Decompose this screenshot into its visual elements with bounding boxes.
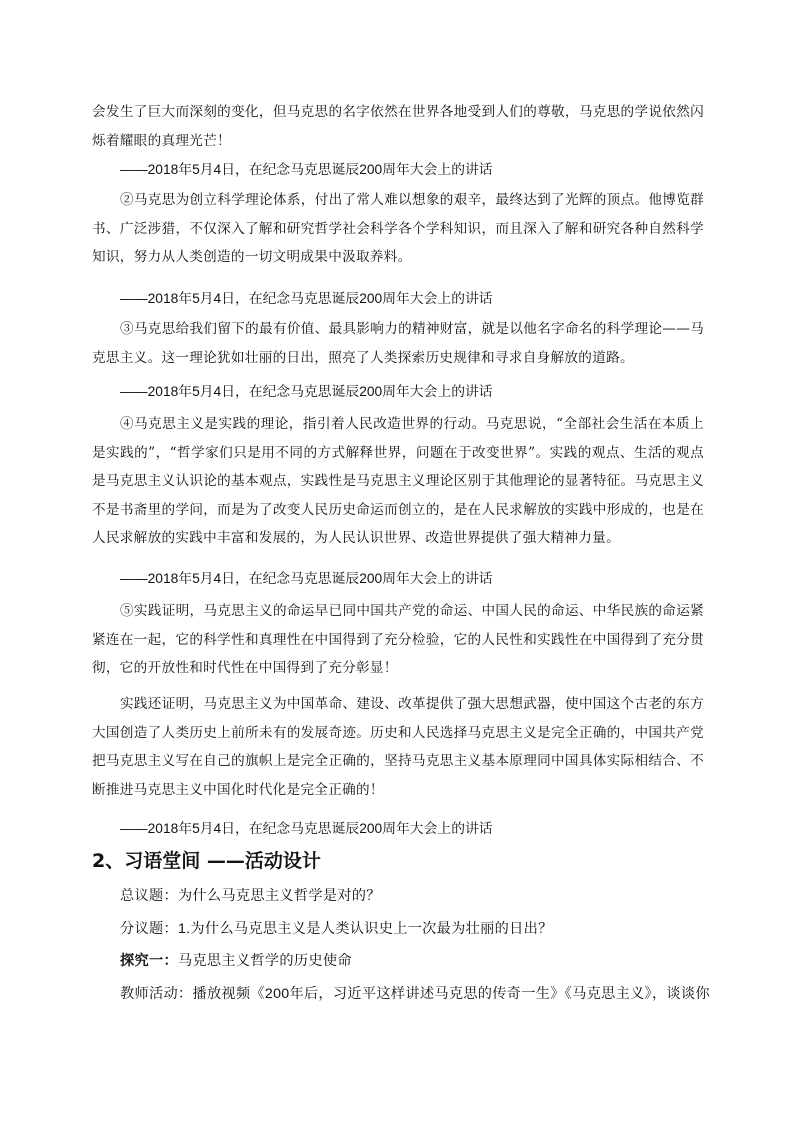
quote-4-block	[92, 410, 704, 553]
citation-block-2	[92, 285, 704, 314]
sub-topic: 分议题：1.为什么马克思主义是人类认识史上一次最为壮丽的日出？	[120, 920, 553, 937]
paragraph-quote-6: 实践还证明，马克思主义为中国革命、建设、改革提供了强大思想武器，使中国这个古老的东方大国创造了人类历史上前所未有的发展奇迹。历史和人民选择马克思主义是完全正确的，中国共产党把马克思主义写在自己的旗帜上是完全正确的，坚持马克思主义基本原理同中国具体实际相结合、不断推进马克思主义中国化时代化是完全正确的！	[92, 696, 704, 798]
paragraph-quote-2: ②马克思为创立科学理论体系，付出了常人难以想象的艰辛，最终达到了光辉的顶点。他博览群书、广泛涉猎，不仅深入了解和研究哲学社会科学各个学科知识，而且深入了解和研究各种自然科学知识，努力从人类创造的一切文明成果中汲取养料。	[92, 192, 704, 265]
teacher-label: 教师活动：	[120, 985, 193, 1002]
quote-continuation	[92, 98, 704, 155]
quote-2-block	[92, 186, 704, 272]
paragraph-quote-5: ⑤实践证明，马克思主义的命运早已同中国共产党的命运、中国人民的命运、中华民族的命运紧紧连在一起，它的科学性和真理性在中国得到了充分检验，它的人民性和实践性在中国得到了充分贯彻，它的开放性和时代性在中国得到了充分彰显！	[92, 603, 704, 676]
citation-block-3	[92, 378, 704, 407]
activity-design	[92, 882, 710, 1008]
main-topic: 总议题：为什么马克思主义哲学是对的？	[120, 888, 381, 904]
quote-3-block	[92, 315, 704, 372]
citation-block-4	[92, 565, 704, 594]
citation-3: ——2018年5月4日，在纪念马克思诞辰200周年大会上的讲话	[120, 384, 493, 399]
paragraph-quote-3: ③马克思给我们留下的最有价值、最具影响力的精神财富，就是以他名字命名的科学理论——马克思主义。这一理论犹如壮丽的日出，照亮了人类探索历史规律和寻求自身解放的道路。	[92, 321, 704, 366]
citation-2: ——2018年5月4日，在纪念马克思诞辰200周年大会上的讲话	[120, 291, 493, 306]
explore-one	[92, 947, 704, 976]
explore-label: 探究一：	[120, 953, 178, 969]
citation-block-1	[92, 156, 704, 185]
quote-5-block	[92, 597, 704, 683]
citation-block-5	[92, 815, 704, 844]
explore-text: 马克思主义哲学的历史使命	[177, 953, 352, 969]
paragraph-continuation: 会发生了巨大而深刻的变化，但马克思的名字依然在世界各地受到人们的尊敬，马克思的学说依然闪烁着耀眼的真理光芒！	[92, 104, 704, 149]
teacher-text: 播放视频《200年后，习近平这样讲述马克思的传奇一生》《马克思主义》，谈谈你	[192, 985, 710, 1002]
citation-4: ——2018年5月4日，在纪念马克思诞辰200周年大会上的讲话	[120, 571, 493, 586]
quote-6-block	[92, 690, 704, 804]
paragraph-quote-4: ④马克思主义是实践的理论，指引着人民改造世界的行动。马克思说，“全部社会生活在本质上是实践的”，“哲学家们只是用不同的方式解释世界，问题在于改变世界”。实践的观点、生活的观点是马克思主义认识论的基本观点，实践性是马克思主义理论区别于其他理论的显著特征。马克思主义不是书斋里的学问，而是为了改变人民历史命运而创立的，是在人民求解放的实践中形成的，也是在人民求解放的实践中丰富和发展的，为人民认识世界、改造世界提供了强大精神力量。	[92, 416, 704, 546]
citation-5: ——2018年5月4日，在纪念马克思诞辰200周年大会上的讲话	[120, 821, 493, 836]
citation-1: ——2018年5月4日，在纪念马克思诞辰200周年大会上的讲话	[120, 162, 493, 177]
teacher-activity	[92, 980, 710, 1009]
section-heading: 2、习语堂间 ——活动设计	[92, 850, 321, 872]
